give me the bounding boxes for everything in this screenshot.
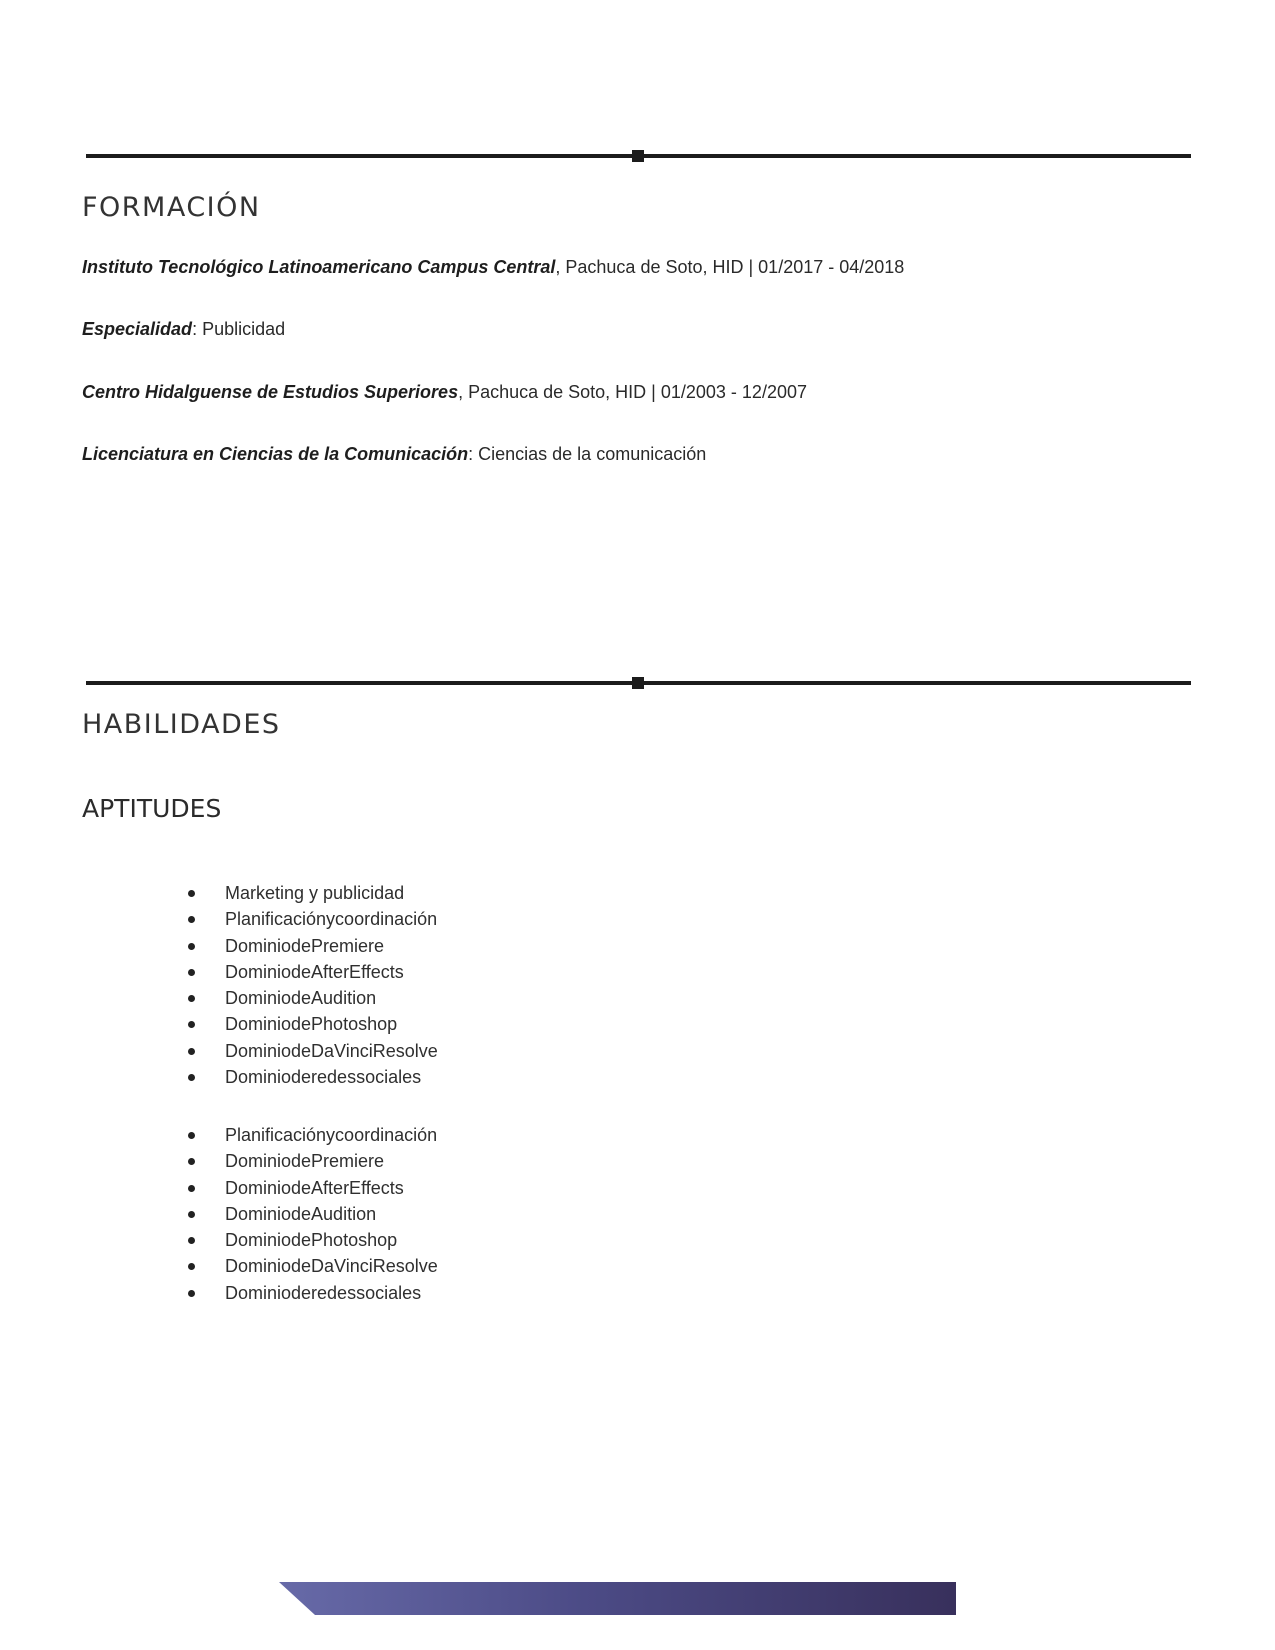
education-institution-line — [82, 382, 807, 403]
skills-list-secondary — [0, 1122, 438, 1306]
skill-item: DominiodeDaVinciResolve — [0, 1038, 438, 1064]
skill-item: DominiodeAudition — [0, 985, 438, 1011]
section-divider-middle — [86, 681, 1191, 685]
bullet-icon — [188, 1021, 195, 1028]
skill-item: DominiodeAudition — [0, 1201, 438, 1227]
bullet-icon — [188, 1074, 195, 1081]
skill-item: DominiodeAfterEffects — [0, 959, 438, 985]
bullet-icon — [188, 890, 195, 897]
specialty-value: : Publicidad — [192, 319, 286, 339]
specialty-label: Especialidad — [82, 319, 193, 339]
divider-marker — [632, 677, 644, 689]
skill-item: Dominioderedessociales — [0, 1280, 438, 1306]
education-specialty-line — [82, 319, 285, 340]
bullet-icon — [188, 1211, 195, 1218]
skill-item: Planificaciónycoordinación — [0, 1122, 438, 1148]
skill-item: DominiodePremiere — [0, 1148, 438, 1174]
skills-list-primary — [0, 880, 438, 1090]
bullet-icon — [188, 1048, 195, 1055]
skill-item: DominiodeDaVinciResolve — [0, 1253, 438, 1279]
education-degree-line — [82, 444, 706, 465]
bullet-icon — [188, 1290, 195, 1297]
skill-item: DominiodePremiere — [0, 933, 438, 959]
bullet-icon — [188, 916, 195, 923]
bullet-icon — [188, 1185, 195, 1192]
bullet-icon — [188, 943, 195, 950]
bullet-icon — [188, 995, 195, 1002]
skill-item: Marketing y publicidad — [0, 880, 438, 906]
institution-name: Centro Hidalguense de Estudios Superiores — [82, 382, 459, 402]
institution-name: Instituto Tecnológico Latinoamericano Campus Central — [82, 257, 556, 277]
institution-details: , Pachuca de Soto, HID | 01/2003 - 12/2007 — [458, 382, 807, 402]
footer-decorative-band — [279, 1582, 956, 1615]
skill-item: DominiodePhotoshop — [0, 1011, 438, 1037]
skill-item: DominiodeAfterEffects — [0, 1175, 438, 1201]
bullet-icon — [188, 1237, 195, 1244]
degree-name: Licenciatura en Ciencias de la Comunicación — [82, 444, 469, 464]
education-section-title: FORMACIÓN — [82, 192, 261, 223]
skill-item: Planificaciónycoordinación — [0, 906, 438, 932]
skill-item: DominiodePhotoshop — [0, 1227, 438, 1253]
aptitudes-subheading: APTITUDES — [82, 794, 222, 823]
degree-field: : Ciencias de la comunicación — [468, 444, 707, 464]
section-divider-top — [86, 154, 1191, 158]
education-institution-line — [82, 257, 904, 278]
skill-item: Dominioderedessociales — [0, 1064, 438, 1090]
skills-section-title: HABILIDADES — [82, 709, 281, 740]
bullet-icon — [188, 1263, 195, 1270]
divider-marker — [632, 150, 644, 162]
institution-details: , Pachuca de Soto, HID | 01/2017 - 04/2018 — [555, 257, 905, 277]
bullet-icon — [188, 1132, 195, 1139]
bullet-icon — [188, 1158, 195, 1165]
bullet-icon — [188, 969, 195, 976]
